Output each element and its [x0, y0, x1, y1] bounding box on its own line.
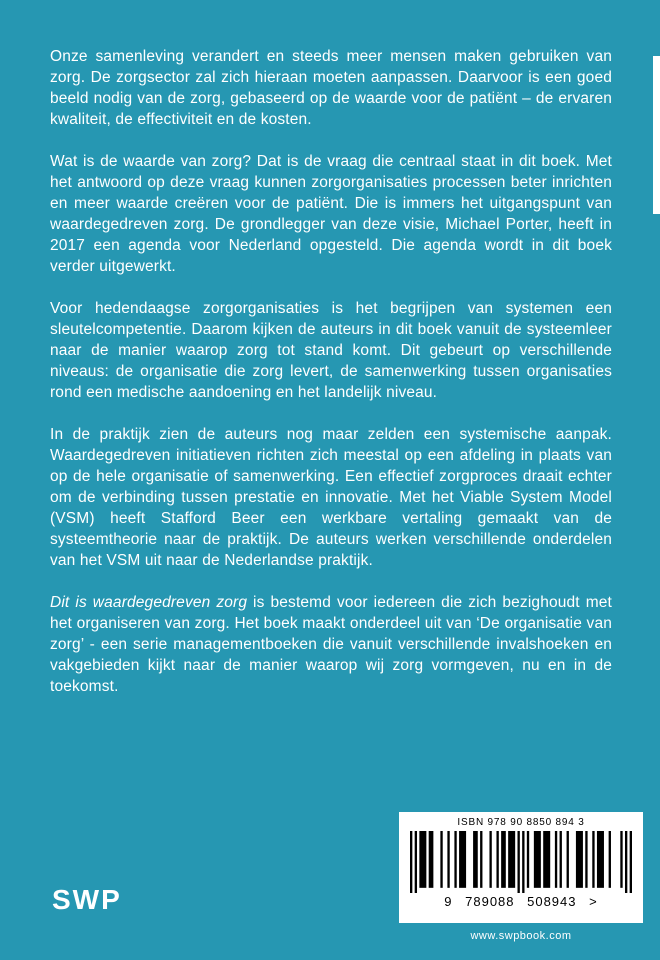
blurb-paragraph-5-text: is bestemd voor iedereen die zich bezighoudt met het organiseren van zorg. Het boek maakt onderdeel uit van ‘De organisatie van zorg’ - een serie managementboeken die vanuit verschillende invalshoeken en vakgebieden kijkt naar de manier waarop wij zorg vormgeven, nu en in de toekomst. [50, 594, 612, 695]
blurb-paragraph-5 [50, 592, 612, 697]
back-cover-blurb [50, 46, 612, 697]
blurb-paragraph-3: Voor hedendaagse zorgorganisaties is het begrijpen van systemen een sleutelcompetentie. Daarom kijken de auteurs in dit boek vanuit de systeemleer naar de manier waarop zorg tot stand komt. Dit gebeurt op verschillende niveaus: de organisatie die zorg levert, de samenwerking tussen organisaties rond een medische aandoening en het landelijk niveau. [50, 300, 612, 401]
book-title-italic: Dit is waardegedreven zorg [50, 594, 248, 611]
isbn-barcode-box [399, 812, 643, 923]
website-url: www.swpbook.com [470, 930, 572, 942]
page-edge-highlight [653, 56, 660, 214]
blurb-paragraph-2: Wat is de waarde van zorg? Dat is de vraag die centraal staat in dit boek. Met het antwoord op deze vraag kunnen zorgorganisaties processen beter inrichten en meer waarde creëren voor de patiënt. Die is immers het uitgangspunt van waardegedreven zorg. De grondlegger van deze visie, Michael Porter, heeft in 2017 een agenda voor Nederland opgesteld. Die agenda wordt in dit boek verder uitgewerkt. [50, 153, 612, 275]
isbn-label: ISBN 978 90 8850 894 3 [457, 817, 585, 828]
swp-publisher-logo: SWP [52, 884, 122, 915]
barcode-digits: 9 789088 508943 > [444, 894, 598, 909]
blurb-paragraph-4: In de praktijk zien de auteurs nog maar zelden een systemische aanpak. Waardegedreven initiatieven richten zich meestal op een afdeling in plaats van op de hele organisatie of samenwerking. Een effectief zorgproces draait echter om de verbinding tussen prestatie en innovatie. Met het Viable System Model (VSM) heeft Stafford Beer een werkbare vertaling gemaakt van de systeemtheorie naar de praktijk. De auteurs werken verschillende onderdelen van het VSM uit naar de Nederlandse praktijk. [50, 426, 612, 569]
ean13-barcode-icon [410, 831, 632, 893]
blurb-paragraph-1: Onze samenleving verandert en steeds meer mensen maken gebruiken van zorg. De zorgsector zal zich hieraan moeten aanpassen. Daarvoor is een goed beeld nodig van de zorg, gebaseerd op de waarde voor de patiënt – de ervaren kwaliteit, de effectiviteit en de kosten. [50, 48, 612, 128]
